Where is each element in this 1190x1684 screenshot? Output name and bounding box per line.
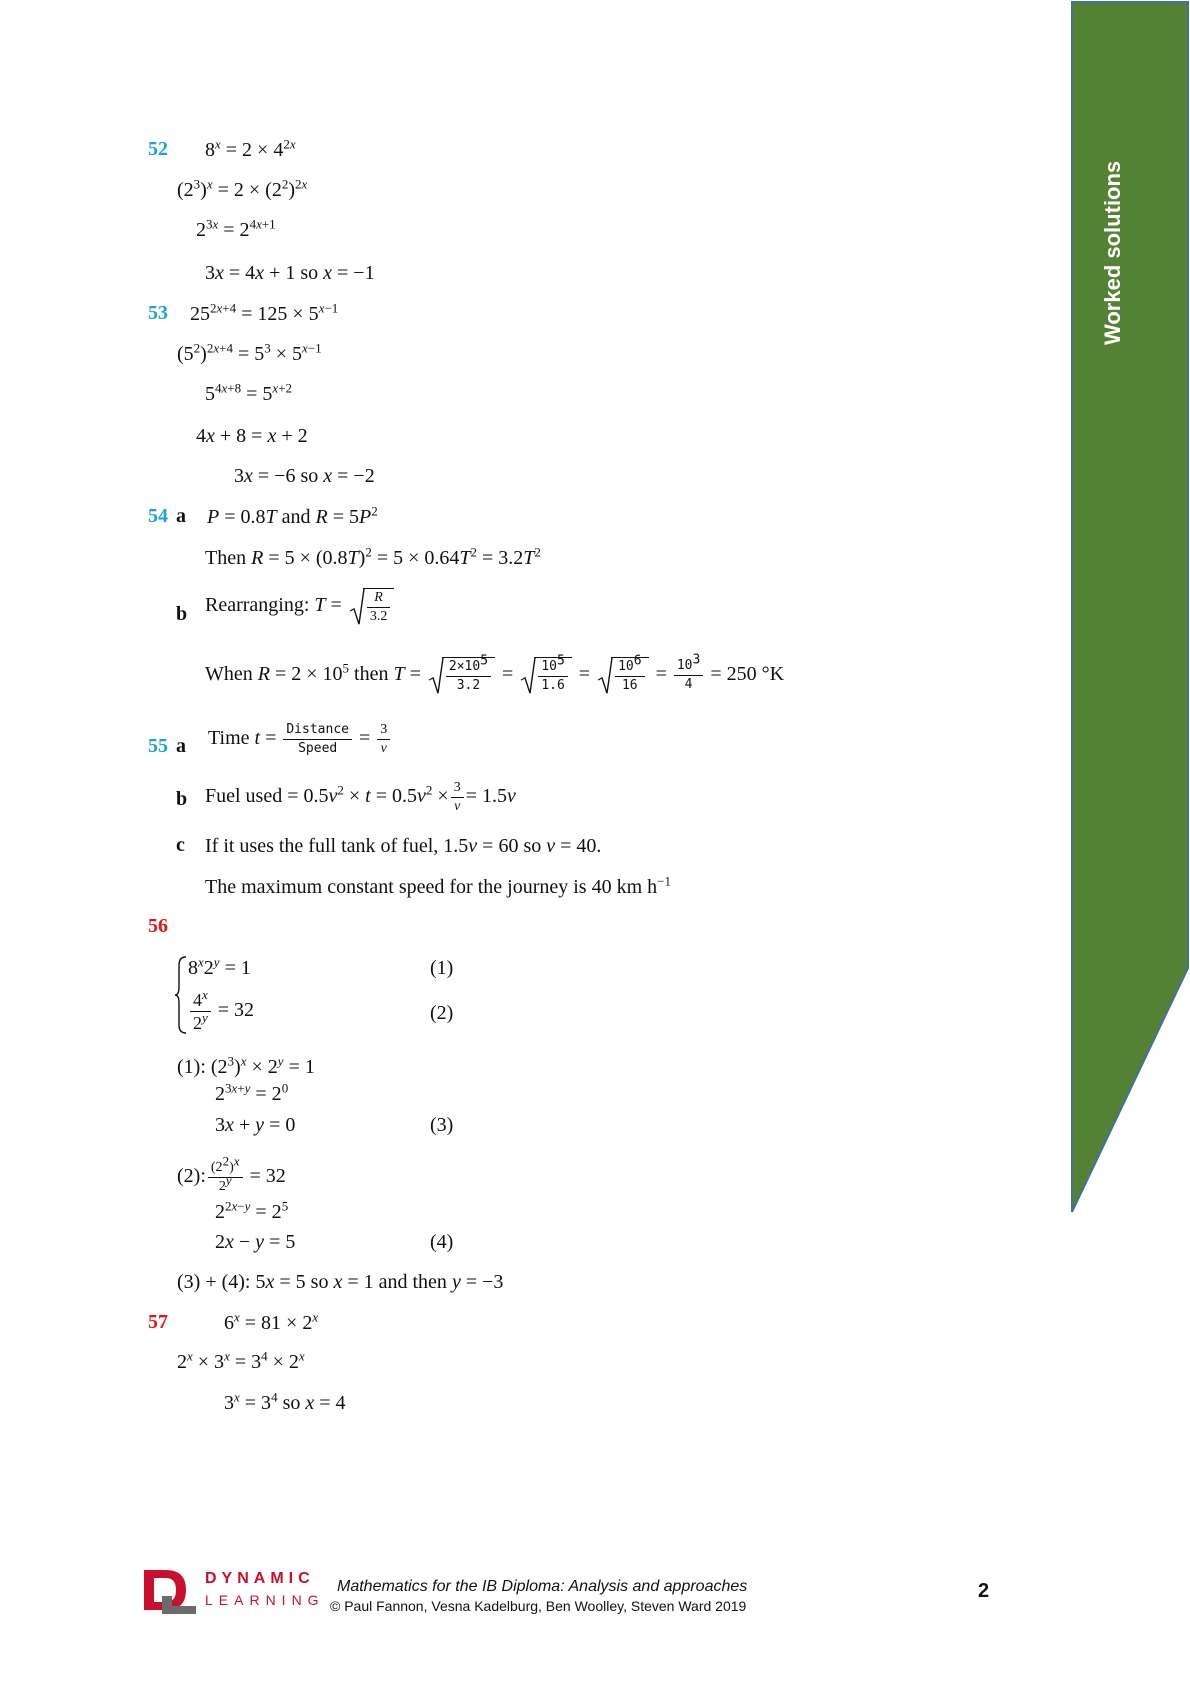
q55-part-a: a [176, 735, 186, 757]
q56-eq2-label: (2) [430, 1002, 454, 1024]
q54-part-a: a [176, 505, 186, 527]
q52-line4: 3x = 4x + 1 so x = −1 [205, 262, 375, 284]
system-brace [174, 955, 188, 1035]
sidebar-tab [1070, 0, 1190, 1220]
then-word: then [354, 663, 389, 686]
page-number: 2 [978, 1580, 990, 1602]
q53-line1: $25^{2x+4} = 125 \times 5^{x-1}$ [190, 300, 339, 325]
max-speed-text: The maximum constant speed for the journey is 40 km h [205, 876, 658, 898]
so-word: so [310, 1271, 329, 1293]
q53-line4: 4x + 8 = x + 2 [196, 425, 308, 447]
footer-title: Mathematics for the IB Diploma: Analysis and approaches [337, 1578, 748, 1595]
q56-line8: 2x − y = 5 [215, 1231, 296, 1253]
question-56-number: 56 [148, 915, 168, 937]
q52-line2: $(2^3)^x = 2 \times (2^2)^{2x}$ [177, 176, 308, 201]
q56-line6: (2): $\frac{(2^2)^x}{2^y}$ = 32 [177, 1153, 286, 1194]
q53-line3: $5^{4x+8} = 5^{x+2}$ [205, 380, 293, 405]
q53-line5: 3x = −6 so x = −2 [234, 465, 375, 487]
sidebar-label: Worked solutions [1100, 160, 1125, 345]
q56-line4: $2^{3x+y} = 2^0$ [215, 1080, 289, 1105]
q52-line3: $2^{3x} = 2^{4x+1}$ [196, 216, 276, 241]
q57-line3: $3^x = 3^4$ so x = 4 [224, 1389, 346, 1414]
and-word: and [281, 506, 311, 528]
kelvin-result: 250 °K [726, 663, 785, 686]
rearranging-word: Rearranging: [205, 594, 310, 617]
sqrt-symbol: $\frac{10^5}{1.6}$ [520, 657, 571, 694]
time-word: Time [208, 727, 250, 750]
question-54-number: 54 [148, 505, 168, 527]
q55-part-b: b [176, 788, 188, 810]
q55c-line1: If it uses the full tank of fuel, 1.5v = 60 so v = 40. [205, 835, 602, 857]
so-word: so [523, 835, 542, 857]
q54a-line1: P = 0.8T and $R = 5P^2$ [207, 503, 378, 528]
so-word: so [300, 465, 319, 487]
sqrt-symbol: $\frac{10^6}{16}$ [597, 657, 648, 694]
distance-label: Distance [283, 722, 352, 740]
q56-eq1: $8^x2^y = 1$ [188, 954, 251, 979]
q54a-line2: Then $R = 5 \times (0.8T)^2 = 5 \times 0.64T^2 = 3.2T^2$ [205, 544, 541, 569]
q54-part-b: b [176, 603, 188, 625]
then-word: Then [205, 547, 247, 569]
fuel-used-word: Fuel used [205, 785, 283, 808]
question-53-number: 53 [148, 302, 168, 324]
q54b-line1: Rearranging: T = $\frac{R}{3.2}$ [205, 588, 396, 625]
q56-line7: $2^{2x-y} = 2^5$ [215, 1198, 289, 1223]
when-word: When [205, 663, 253, 686]
q56-eq1-label: (1) [430, 957, 454, 979]
footer-copyright: © Paul Fannon, Vesna Kadelburg, Ben Woolley, Steven Ward 2019 [330, 1598, 747, 1614]
question-57-number: 57 [148, 1311, 168, 1333]
q55c-line2: The maximum constant speed for the journey is 40 km $h^{-1}$ [205, 873, 671, 898]
q54b-line2: When $R = 2 \times 10^5$ then T = $\frac{2\times 10^5}{3.2}$ = $\frac{10^5}{1.6}$ = $\frac{10^6}{16}$ = $\frac{10^3}{4}$ = 250 °K [205, 652, 785, 693]
question-55-number: 55 [148, 735, 168, 757]
q52-line1: $8^x = 2 \times 4^{2x}$ [205, 136, 296, 161]
question-52-number: 52 [148, 138, 168, 160]
brand-top: DYNAMIC [205, 1570, 315, 1587]
so-word: so [282, 1392, 301, 1414]
q56-eq4-label: (4) [430, 1231, 454, 1253]
q56-line9: (3) + (4): 5x = 5 so x = 1 and then y = −3 [177, 1271, 504, 1293]
q55-part-c: c [176, 834, 185, 856]
q56-line5: 3x + y = 0 [215, 1114, 296, 1136]
full-tank-text: If it uses the full tank of fuel, [205, 835, 439, 857]
q57-line1: $6^x = 81 \times 2^x$ [224, 1309, 319, 1334]
and-then-word: and then [378, 1271, 447, 1293]
speed-label: Speed [298, 741, 338, 756]
dynamic-learning-logo [140, 1566, 198, 1614]
q53-line2: $(5^2)^{2x+4} = 5^3 \times 5^{x-1}$ [177, 340, 322, 365]
brand-bottom: LEARNING [205, 1592, 325, 1608]
sqrt-symbol: $\frac{R}{3.2}$ [349, 588, 395, 625]
q56-eq2: $\frac{4^x}{2^y}$ = 32 [188, 990, 254, 1033]
sqrt-symbol: $\frac{2\times 10^5}{3.2}$ [428, 657, 495, 694]
so-word: so [300, 262, 319, 284]
q56-eq3-label: (3) [430, 1114, 454, 1136]
q55b-line1: Fuel used = $0.5v^2 \times t = 0.5v^2$ × $\frac{3}{v}$ = 1.5v [205, 780, 516, 814]
q55a-line1: Time t = $\frac{\text{Distance}}{\text{Speed}}$ = $\frac{3}{v}$ [208, 722, 392, 757]
q56-line3: (1): $(2^3)^x \times 2^y = 1$ [177, 1053, 315, 1078]
q57-line2: $2^x \times 3^x = 3^4 \times 2^x$ [177, 1348, 305, 1373]
